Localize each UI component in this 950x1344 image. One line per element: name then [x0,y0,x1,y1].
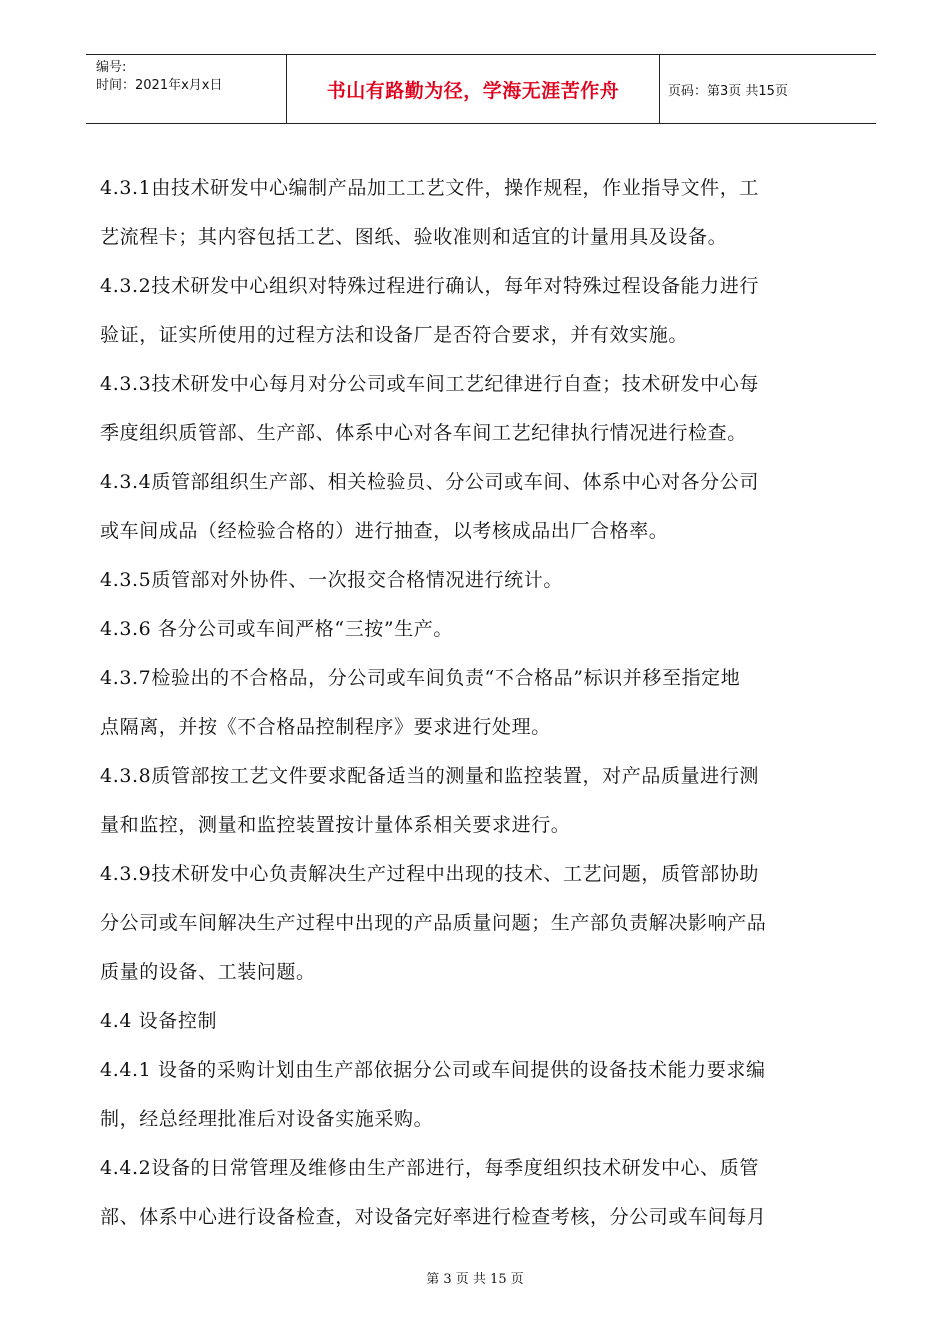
header-meta [86,55,286,123]
header-motto-cell [286,55,660,123]
body-line: 或车间成品（经检验合格的）进行抽查，以考核成品出厂合格率。 [100,520,669,542]
header-motto: 书山有路勤为径，学海无涯苦作舟 [326,79,620,102]
body-line: 4.4.1 设备的采购计划由生产部依据分公司或车间提供的设备技术能力要求编 [100,1059,766,1081]
document-time: 时间：2021年x月x日 [96,78,223,93]
body-line: 点隔离，并按《不合格品控制程序》要求进行处理。 [100,716,551,738]
header-page-info: 页码：第3页 共15页 [668,83,788,99]
body-line: 质量的设备、工装问题。 [100,961,316,983]
body-line: 4.4.2设备的日常管理及维修由生产部进行，每季度组织技术研发中心、质管 [100,1157,759,1179]
body-line: 4.3.6 各分公司或车间严格“三按”生产。 [100,618,454,640]
page-footer [0,1268,950,1287]
page-header [86,54,876,124]
document-body [100,164,860,1242]
footer-page-number: 第 3 页 共 15 页 [426,1272,524,1287]
body-line: 验证，证实所使用的过程方法和设备厂是否符合要求，并有效实施。 [100,324,689,346]
body-line: 分公司或车间解决生产过程中出现的产品质量问题；生产部负责解决影响产品 [100,912,767,934]
body-line: 制，经总经理批准后对设备实施采购。 [100,1108,434,1130]
document-number-label: 编号: [96,60,127,75]
header-page-info-cell [658,55,876,123]
body-line: 量和监控，测量和监控装置按计量体系相关要求进行。 [100,814,571,836]
body-line: 4.3.4质管部组织生产部、相关检验员、分公司或车间、体系中心对各分公司 [100,471,759,493]
body-line: 4.3.5质管部对外协件、一次报交合格情况进行统计。 [100,569,563,591]
body-line: 艺流程卡；其内容包括工艺、图纸、验收准则和适宜的计量用具及设备。 [100,226,728,248]
body-line: 4.3.2技术研发中心组织对特殊过程进行确认，每年对特殊过程设备能力进行 [100,275,759,297]
section-heading: 4.4 设备控制 [100,1010,218,1032]
body-line: 4.3.1由技术研发中心编制产品加工工艺文件，操作规程，作业指导文件，工 [100,177,759,199]
body-line: 4.3.7检验出的不合格品，分公司或车间负责“不合格品”标识并移至指定地 [100,667,741,689]
body-line: 4.3.9技术研发中心负责解决生产过程中出现的技术、工艺问题，质管部协助 [100,863,759,885]
body-line: 4.3.3技术研发中心每月对分公司或车间工艺纪律进行自查；技术研发中心每 [100,373,759,395]
body-line: 季度组织质管部、生产部、体系中心对各车间工艺纪律执行情况进行检查。 [100,422,747,444]
body-line: 部、体系中心进行设备检查，对设备完好率进行检查考核，分公司或车间每月 [100,1206,767,1228]
body-line: 4.3.8质管部按工艺文件要求配备适当的测量和监控装置，对产品质量进行测 [100,765,759,787]
